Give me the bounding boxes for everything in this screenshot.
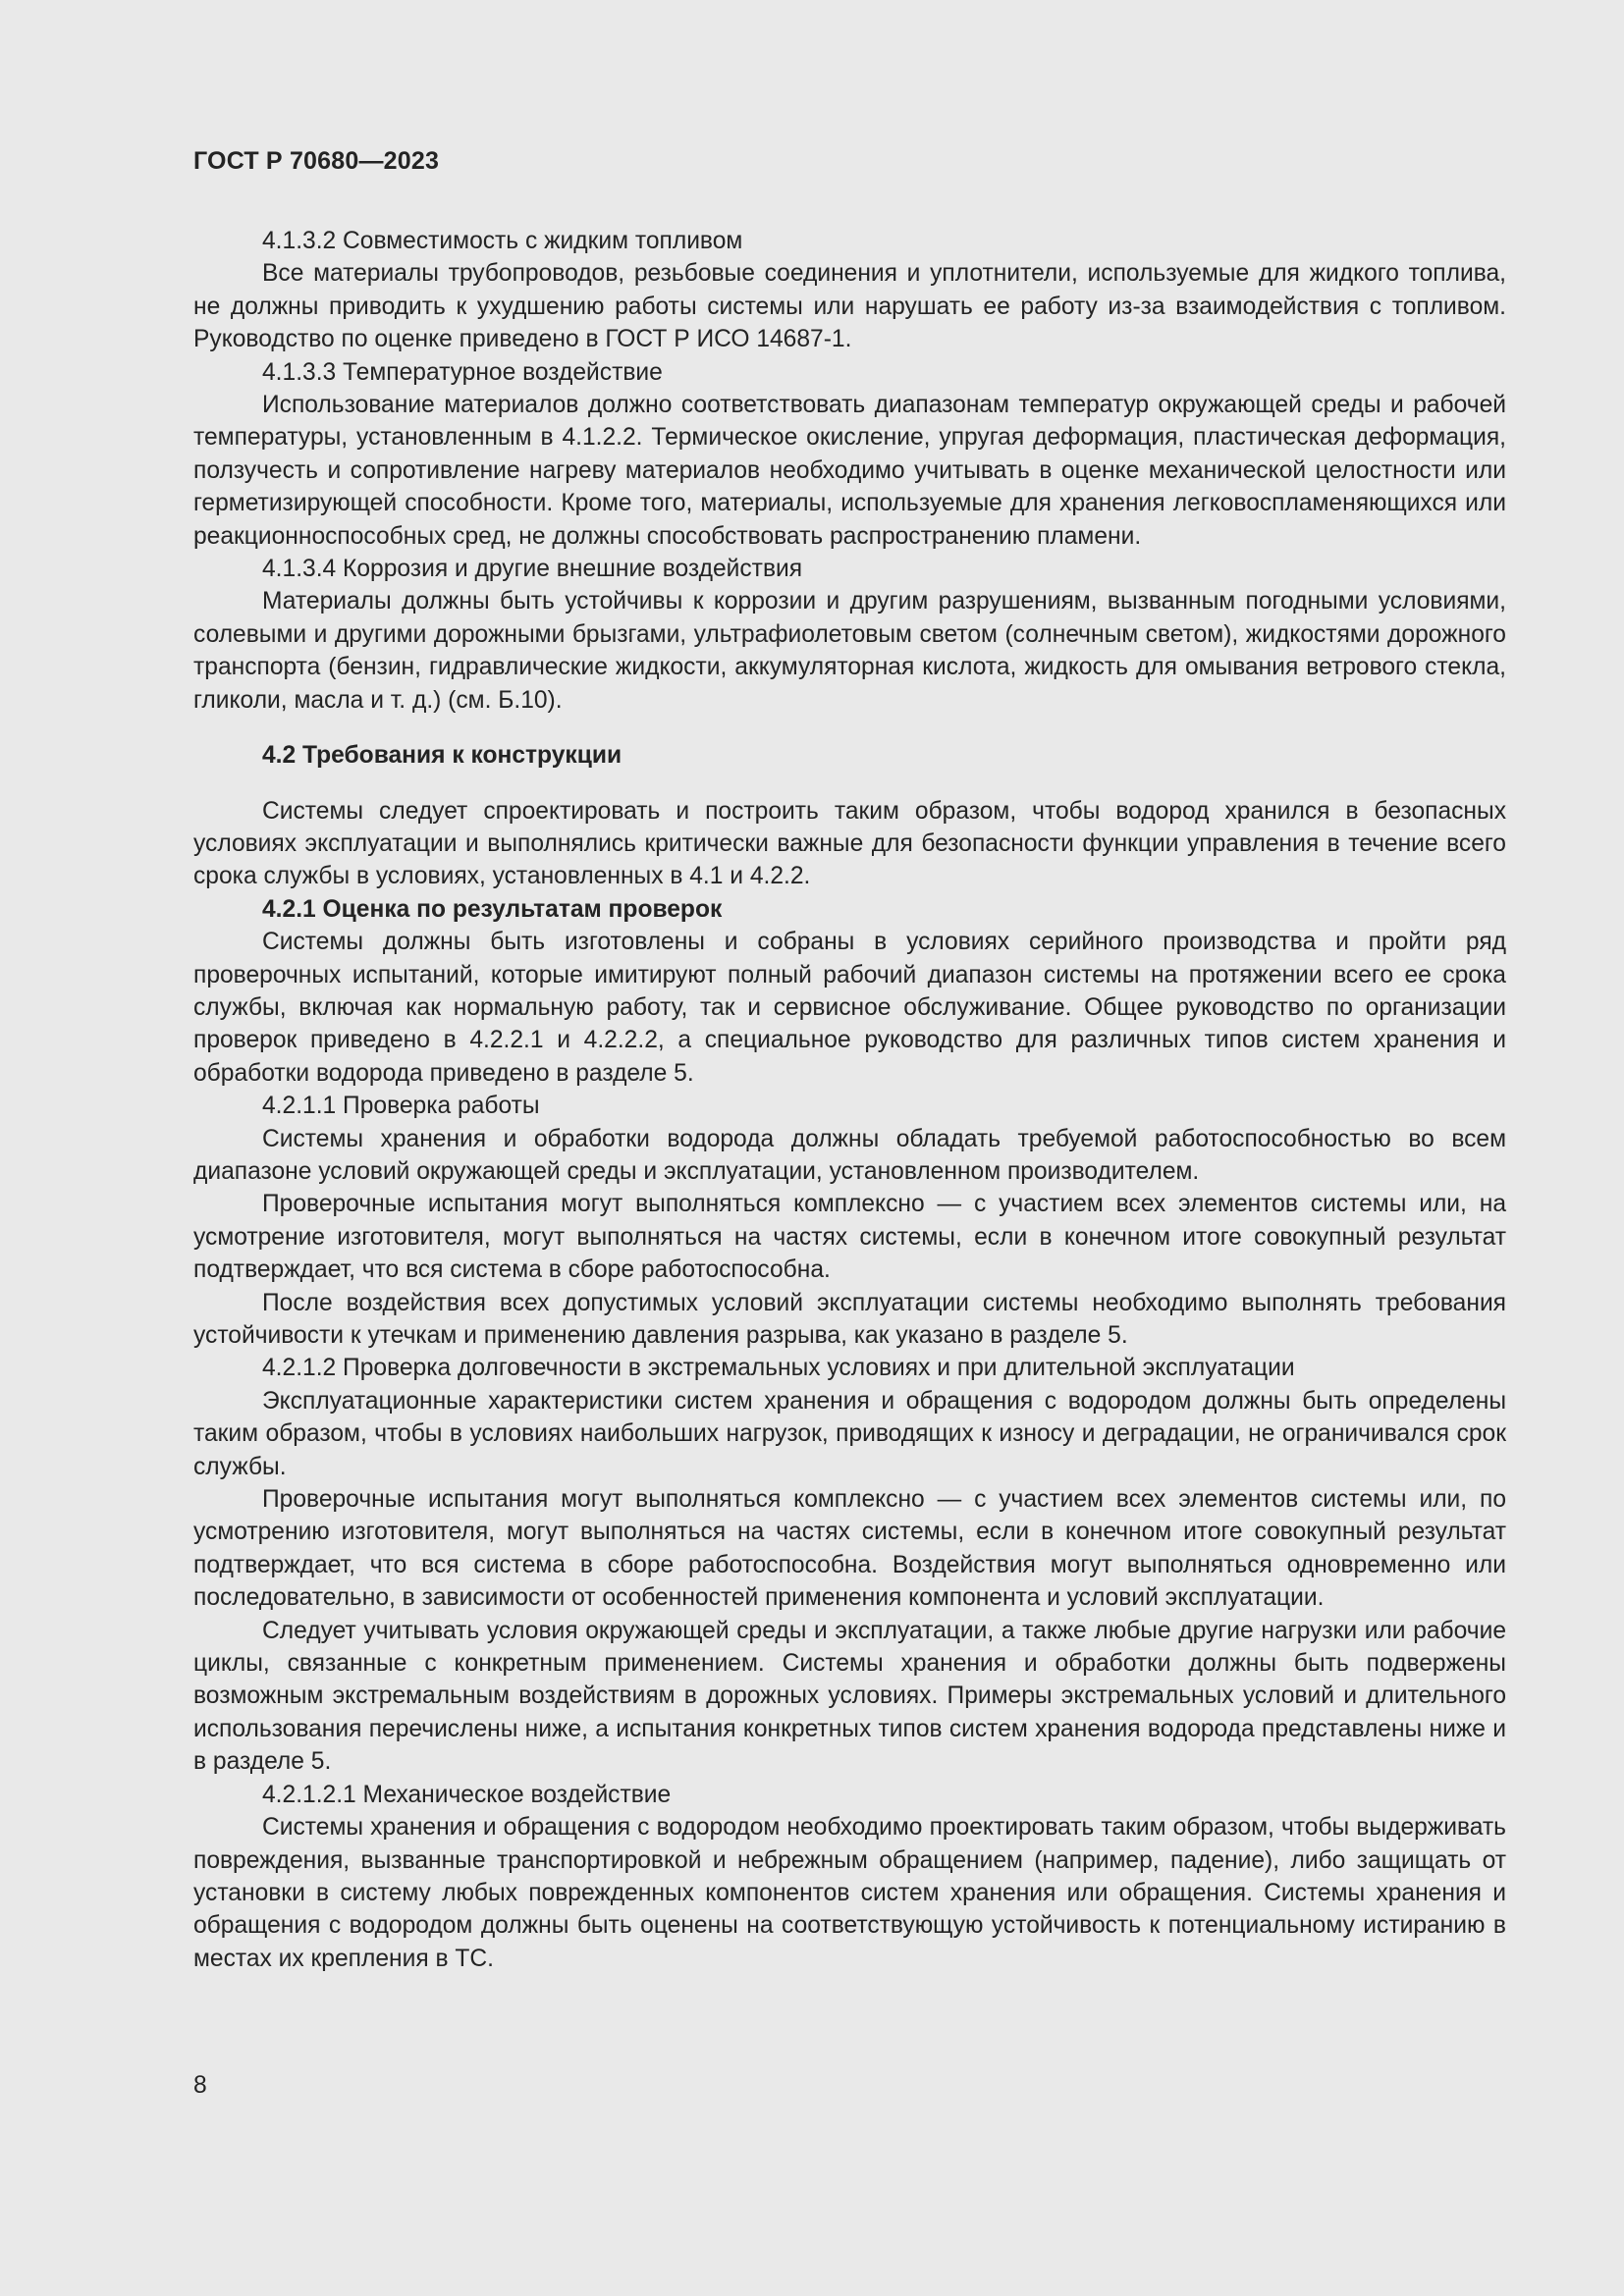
paragraph: Системы хранения и обращения с водородом необходимо проектировать таким образом, чтобы выдерживать повреждения, вызванные транспортировкой и небрежным обращением (например, падение), либо защищать от установки в систему любых поврежденных компонентов систем хранения или обращения. Системы хранения и обращения с водородом должны быть оценены на соответствующую устойчивость к потенциальному истиранию в местах их крепления в ТС. xyxy=(193,1814,1506,1972)
paragraph: Все материалы трубопроводов, резьбовые соединения и уплотнители, используемые для жидкого топлива, не должны приводить к ухудшению работы системы или нарушать ее работу из-за взаимодействия с топливом. Руководство по оценке приведено в ГОСТ Р ИСО 14687-1. xyxy=(193,260,1506,353)
subsection-heading: 4.2.1.2 Проверка долговечности в экстремальных условиях и при длительной эксплуатации xyxy=(262,1355,1295,1382)
paragraph: Системы хранения и обработки водорода должны обладать требуемой работоспособностью во всем диапазоне условий окружающей среды и эксплуатации, установленном производителем. xyxy=(193,1125,1506,1185)
paragraph: Проверочные испытания могут выполняться комплексно — с участием всех элементов системы или, на усмотрение изготовителя, могут выполняться на частях системы, если в конечном итоге совокупный результат подтверждает, что вся система в сборе работоспособна. xyxy=(193,1191,1506,1284)
paragraph: После воздействия всех допустимых условий эксплуатации системы необходимо выполнять требования устойчивости к утечкам и применению давления разрыва, как указано в разделе 5. xyxy=(193,1289,1506,1349)
paragraph: Следует учитывать условия окружающей среды и эксплуатации, а также любые другие нагрузки или рабочие циклы, связанные с конкретным применением. Системы хранения и обработки должны быть подвержены возможным экстремальным воздействиям в дорожных условиях. Примеры экстремальных условий и длительного использования перечислены ниже, а испытания конкретных типов систем хранения водорода представлены ниже и в разделе 5. xyxy=(193,1617,1506,1776)
paragraph: Использование материалов должно соответствовать диапазонам температур окружающей среды и рабочей температуры, установленным в 4.1.2.2. Термическое окисление, упругая деформация, пластическая деформация, ползучесть и сопротивление нагреву материалов необходимо учитывать в оценке механической целостности или герметизирующей способности. Кроме того, материалы, используемые для хранения легковоспламеняющихся или реакционноспособных сред, не должны способствовать распространению пламени. xyxy=(193,392,1506,550)
paragraph: Материалы должны быть устойчивы к коррозии и другим разрушениям, вызванным погодными условиями, солевыми и другими дорожными брызгами, ультрафиолетовым светом (солнечным светом), жидкостями дорожного транспорта (бензин, гидравлические жидкости, аккумуляторная кислота, жидкость для омывания ветрового стекла, гликоли, масла и т. д.) (см. Б.10). xyxy=(193,588,1506,714)
paragraph: Эксплуатационные характеристики систем хранения и обращения с водородом должны быть определены таким образом, чтобы в условиях наибольших нагрузок, приводящих к износу и деградации, не ограничивался срок службы. xyxy=(193,1387,1506,1480)
paragraph: Системы следует спроектировать и построить таким образом, чтобы водород хранился в безопасных условиях эксплуатации и выполнялись критически важные для безопасности функции управления в течение всего срока службы в условиях, установленных в 4.1 и 4.2.2. xyxy=(193,797,1506,890)
document-body xyxy=(193,225,1506,1975)
subsection-heading: 4.1.3.3 Температурное воздействие xyxy=(262,358,663,386)
subsection-heading: 4.1.3.2 Совместимость с жидким топливом xyxy=(262,228,743,254)
paragraph: Проверочные испытания могут выполняться комплексно — с участием всех элементов системы или, по усмотрению изготовителя, могут выполняться на частях системы, если в конечном итоге совокупный результат подтверждает, что вся система в сборе работоспособна. Воздействия могут выполняться одновременно или последовательно, в зависимости от особенностей применения компонента и условий эксплуатации. xyxy=(193,1486,1506,1612)
subsection-heading-bold: 4.2.1 Оценка по результатам проверок xyxy=(262,895,723,923)
section-heading: 4.2 Требования к конструкции xyxy=(262,742,623,770)
subsection-heading: 4.2.1.2.1 Механическое воздействие xyxy=(262,1781,672,1808)
subsection-heading: 4.1.3.4 Коррозия и другие внешние воздействия xyxy=(262,556,803,583)
document-header: ГОСТ Р 70680—2023 xyxy=(193,147,440,175)
page-number: 8 xyxy=(193,2072,207,2099)
subsection-heading: 4.2.1.1 Проверка работы xyxy=(262,1093,540,1120)
paragraph: Системы должны быть изготовлены и собраны в условиях серийного производства и пройти ряд проверочных испытаний, которые имитируют полный рабочий диапазон системы на протяжении всего ее срока службы, включая как нормальную работу, так и сервисное обслуживание. Общее руководство по организации проверок приведено в 4.2.2.1 и 4.2.2.2, а специальное руководство для различных типов систем хранения и обработки водорода приведено в разделе 5. xyxy=(193,929,1506,1087)
